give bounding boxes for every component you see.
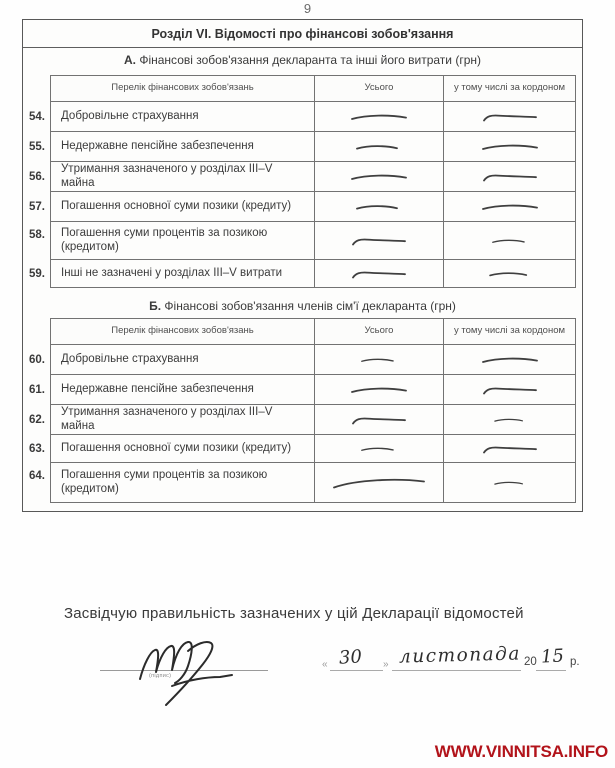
row-number: 60. <box>29 354 45 366</box>
row-number-gutter <box>24 318 50 345</box>
abroad-value-cell <box>444 435 575 462</box>
handwritten-dash-icon <box>485 234 535 248</box>
subsection-b-letter: Б. <box>149 299 162 313</box>
table-row <box>24 375 576 405</box>
table-row <box>24 222 576 260</box>
handwritten-dash-icon <box>481 267 539 281</box>
page-number: 9 <box>303 1 312 16</box>
obligation-label: Недержавне пенсійне забезпечення <box>51 375 315 404</box>
date-open-quote: « <box>322 659 328 670</box>
handwritten-dash-icon <box>347 200 411 214</box>
row-number: 58. <box>29 229 45 241</box>
total-value-cell <box>315 102 444 131</box>
column-header-abroad: у тому числі за кордоном <box>453 82 566 94</box>
total-value-cell <box>315 435 444 462</box>
table-row <box>24 162 576 192</box>
abroad-value-cell <box>444 222 575 259</box>
handwritten-dash-icon <box>347 234 411 248</box>
table-row <box>24 435 576 463</box>
abroad-value-cell <box>444 375 575 404</box>
obligation-label: Добровільне страхування <box>51 102 315 131</box>
signature-caption: (підпис) <box>149 673 172 679</box>
handwritten-dash-icon <box>347 110 411 124</box>
handwritten-dash-icon <box>478 383 542 397</box>
abroad-value-cell <box>444 132 575 161</box>
subsection-b-text: Фінансові зобов'язання членів сім'ї декларанта (грн) <box>164 299 456 313</box>
date-day-handwritten: 30 <box>338 646 363 669</box>
date-year-prefix: 20 <box>524 656 537 668</box>
table-row <box>24 405 576 435</box>
column-header-total: Усього <box>315 76 444 101</box>
abroad-value-cell <box>444 260 575 287</box>
handwritten-dash-icon <box>347 383 411 397</box>
subsection-b-title <box>23 299 582 313</box>
table-row <box>24 102 576 132</box>
row-number: 54. <box>29 111 45 123</box>
table-row <box>24 345 576 375</box>
abroad-value-cell <box>444 345 575 374</box>
table-row <box>24 260 576 288</box>
handwritten-signature <box>118 627 278 709</box>
handwritten-dash-icon <box>347 267 411 281</box>
handwritten-dash-icon <box>347 170 411 184</box>
handwritten-dash-icon <box>478 200 542 214</box>
row-number: 62. <box>29 414 45 426</box>
declaration-section-box <box>22 19 583 512</box>
table-header-row <box>24 318 576 345</box>
date-month-handwritten: листопада <box>398 643 522 668</box>
row-number: 64. <box>29 470 45 482</box>
total-value-cell <box>315 260 444 287</box>
date-year-label: р. <box>570 656 580 668</box>
column-header-abroad: у тому числі за кордоном <box>453 325 566 337</box>
abroad-value-cell <box>444 405 575 434</box>
total-value-cell <box>315 132 444 161</box>
handwritten-dash-icon <box>478 140 542 154</box>
obligation-label: Погашення суми процентів за позикою (кредитом) <box>51 463 315 502</box>
obligation-label: Недержавне пенсійне забезпечення <box>51 132 315 161</box>
handwritten-dash-icon <box>354 442 404 456</box>
obligation-label: Добровільне страхування <box>51 345 315 374</box>
date-year-handwritten: 15 <box>540 645 565 668</box>
date-day-line <box>330 670 383 671</box>
obligation-label: Утримання зазначеного у розділах III–V майна <box>51 162 315 191</box>
handwritten-dash-icon <box>347 413 411 427</box>
handwritten-dash-icon <box>478 170 542 184</box>
row-number: 57. <box>29 201 45 213</box>
abroad-value-cell <box>444 162 575 191</box>
handwritten-dash-icon <box>478 353 542 367</box>
obligation-label: Інші не зазначені у розділах III–V витрати <box>51 260 315 287</box>
total-value-cell <box>315 162 444 191</box>
handwritten-dash-icon <box>478 110 542 124</box>
column-header-list: Перелік фінансових зобов'язань <box>51 319 315 344</box>
certification-statement: Засвідчую правильність зазначених у цій Декларації відомостей <box>64 605 524 622</box>
obligations-table-declarant <box>24 75 576 288</box>
subsection-a-letter: А. <box>124 53 136 67</box>
row-number: 61. <box>29 384 45 396</box>
handwritten-dash-icon <box>347 140 411 154</box>
obligation-label: Погашення основної суми позики (кредиту) <box>51 192 315 221</box>
obligation-label: Погашення суми процентів за позикою (кредитом) <box>51 222 315 259</box>
total-value-cell <box>315 405 444 434</box>
total-value-cell <box>315 345 444 374</box>
total-value-cell <box>315 222 444 259</box>
table-header-row <box>24 75 576 102</box>
handwritten-dash-icon <box>478 442 542 456</box>
row-number: 59. <box>29 268 45 280</box>
table-row <box>24 192 576 222</box>
handwritten-dash-icon <box>488 413 532 427</box>
column-header-list: Перелік фінансових зобов'язань <box>51 76 315 101</box>
handwritten-dash-icon <box>329 475 429 491</box>
abroad-value-cell <box>444 102 575 131</box>
subsection-a-text: Фінансові зобов'язання декларанта та інші його витрати (грн) <box>139 53 481 67</box>
obligation-label: Утримання зазначеного у розділах III–V майна <box>51 405 315 434</box>
table-row <box>24 463 576 503</box>
abroad-value-cell <box>444 463 575 502</box>
subsection-a-title <box>23 53 582 67</box>
row-number-gutter <box>24 75 50 102</box>
site-watermark: WWW.VINNITSA.INFO <box>434 742 608 761</box>
row-number: 56. <box>29 171 45 183</box>
row-number: 63. <box>29 443 45 455</box>
obligations-table-family <box>24 318 576 503</box>
section-title: Розділ VI. Відомості про фінансові зобов'язання <box>23 20 582 48</box>
obligation-label: Погашення основної суми позики (кредиту) <box>51 435 315 462</box>
abroad-value-cell <box>444 192 575 221</box>
total-value-cell <box>315 463 444 502</box>
table-row <box>24 132 576 162</box>
date-month-line <box>392 670 521 671</box>
date-close-quote: » <box>383 659 389 670</box>
total-value-cell <box>315 192 444 221</box>
date-year-line <box>536 670 566 671</box>
handwritten-dash-icon <box>354 353 404 367</box>
row-number: 55. <box>29 141 45 153</box>
handwritten-dash-icon <box>488 476 532 490</box>
column-header-total: Усього <box>315 319 444 344</box>
total-value-cell <box>315 375 444 404</box>
